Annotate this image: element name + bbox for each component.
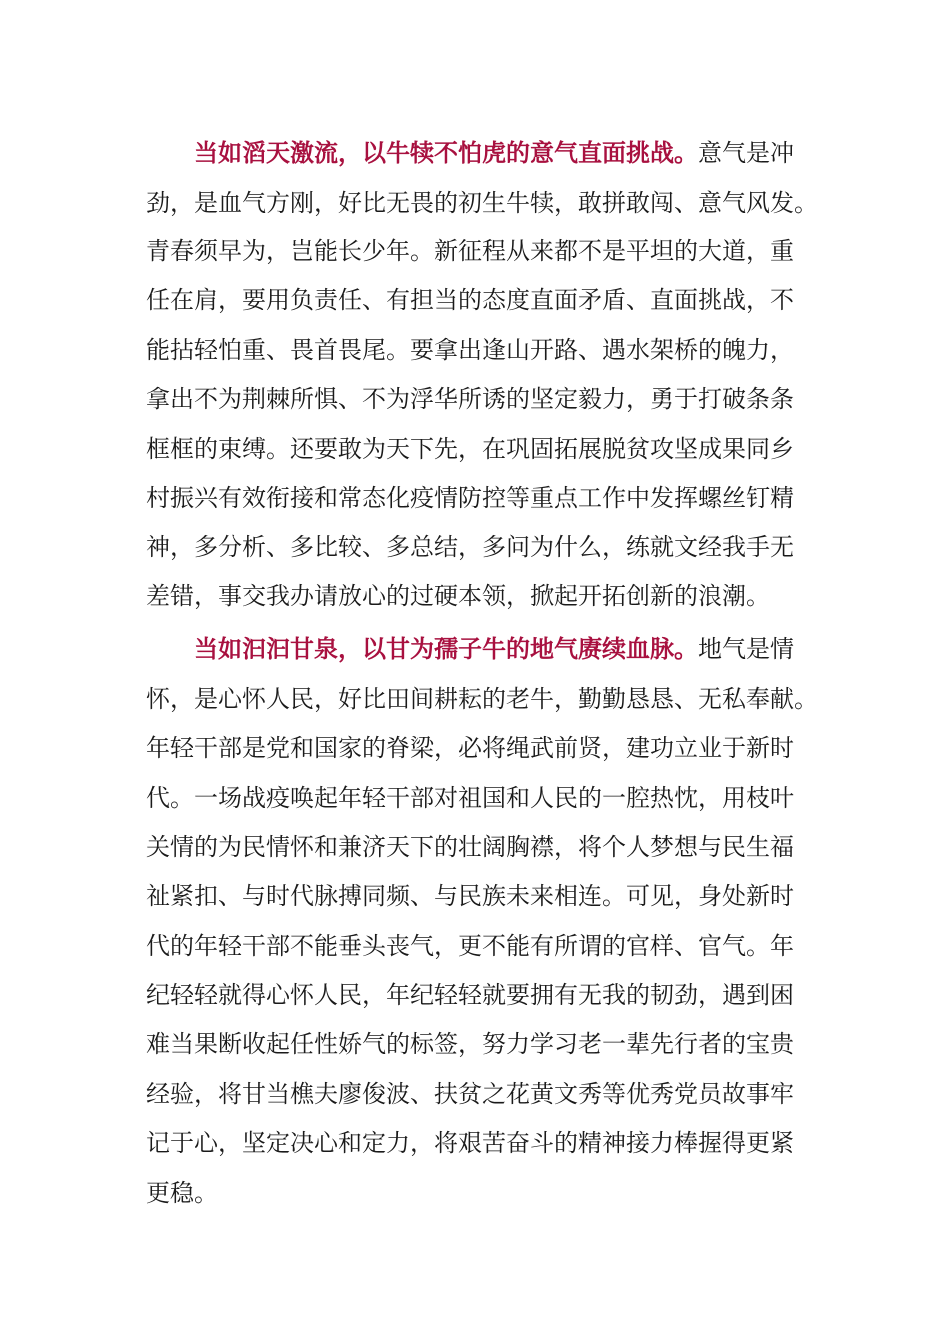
paragraph-line: 神，多分析、多比较、多总结，多问为什么，练就文经我手无: [146, 533, 794, 561]
paragraph-line: 更稳。: [146, 1179, 218, 1207]
paragraph-line: 青春须早为，岂能长少年。新征程从来都不是平坦的大道，重: [146, 237, 794, 265]
paragraph-line: [194, 633, 794, 665]
paragraph-line: 劲，是血气方刚，好比无畏的初生牛犊，敢拼敢闯、意气风发。: [146, 189, 818, 217]
paragraph-line: 祉紧扣、与时代脉搏同频、与民族未来相连。可见，身处新时: [146, 882, 794, 910]
paragraph-line: 难当果断收起任性娇气的标签，努力学习老一辈先行者的宝贵: [146, 1030, 794, 1058]
paragraph-line: 关情的为民情怀和兼济天下的壮阔胸襟，将个人梦想与民生福: [146, 833, 794, 861]
paragraph-heading: 当如汩汩甘泉，以甘为孺子牛的地气赓续血脉。: [194, 634, 698, 663]
paragraph-line: 框框的束缚。还要敢为天下先，在巩固拓展脱贫攻坚成果同乡: [146, 435, 794, 463]
paragraph-line: 任在肩，要用负责任、有担当的态度直面矛盾、直面挑战，不: [146, 286, 794, 314]
paragraph-line: 年轻干部是党和国家的脊梁，必将绳武前贤，建功立业于新时: [146, 734, 794, 762]
paragraph-text: 地气是情: [698, 635, 794, 663]
paragraph-line: 能拈轻怕重、畏首畏尾。要拿出逢山开路、遇水架桥的魄力，: [146, 336, 794, 364]
paragraph-line: 经验，将甘当樵夫廖俊波、扶贫之花黄文秀等优秀党员故事牢: [146, 1080, 794, 1108]
paragraph-line: 差错，事交我办请放心的过硬本领，掀起开拓创新的浪潮。: [146, 582, 770, 610]
paragraph-line: 代的年轻干部不能垂头丧气，更不能有所谓的官样、官气。年: [146, 932, 794, 960]
paragraph-line: [194, 137, 794, 169]
paragraph-line: 拿出不为荆棘所惧、不为浮华所诱的坚定毅力，勇于打破条条: [146, 385, 794, 413]
paragraph-text: 意气是冲: [698, 139, 794, 167]
paragraph-heading: 当如滔天激流，以牛犊不怕虎的意气直面挑战。: [194, 138, 698, 167]
paragraph-line: 代。一场战疫唤起年轻干部对祖国和人民的一腔热忱，用枝叶: [146, 784, 794, 812]
paragraph-line: 怀，是心怀人民，好比田间耕耘的老牛，勤勤恳恳、无私奉献。: [146, 685, 818, 713]
paragraph-line: 村振兴有效衔接和常态化疫情防控等重点工作中发挥螺丝钉精: [146, 484, 794, 512]
paragraph-line: 纪轻轻就得心怀人民，年纪轻轻就要拥有无我的韧劲，遇到困: [146, 981, 794, 1009]
paragraph-line: 记于心，坚定决心和定力，将艰苦奋斗的精神接力棒握得更紧: [146, 1129, 794, 1157]
